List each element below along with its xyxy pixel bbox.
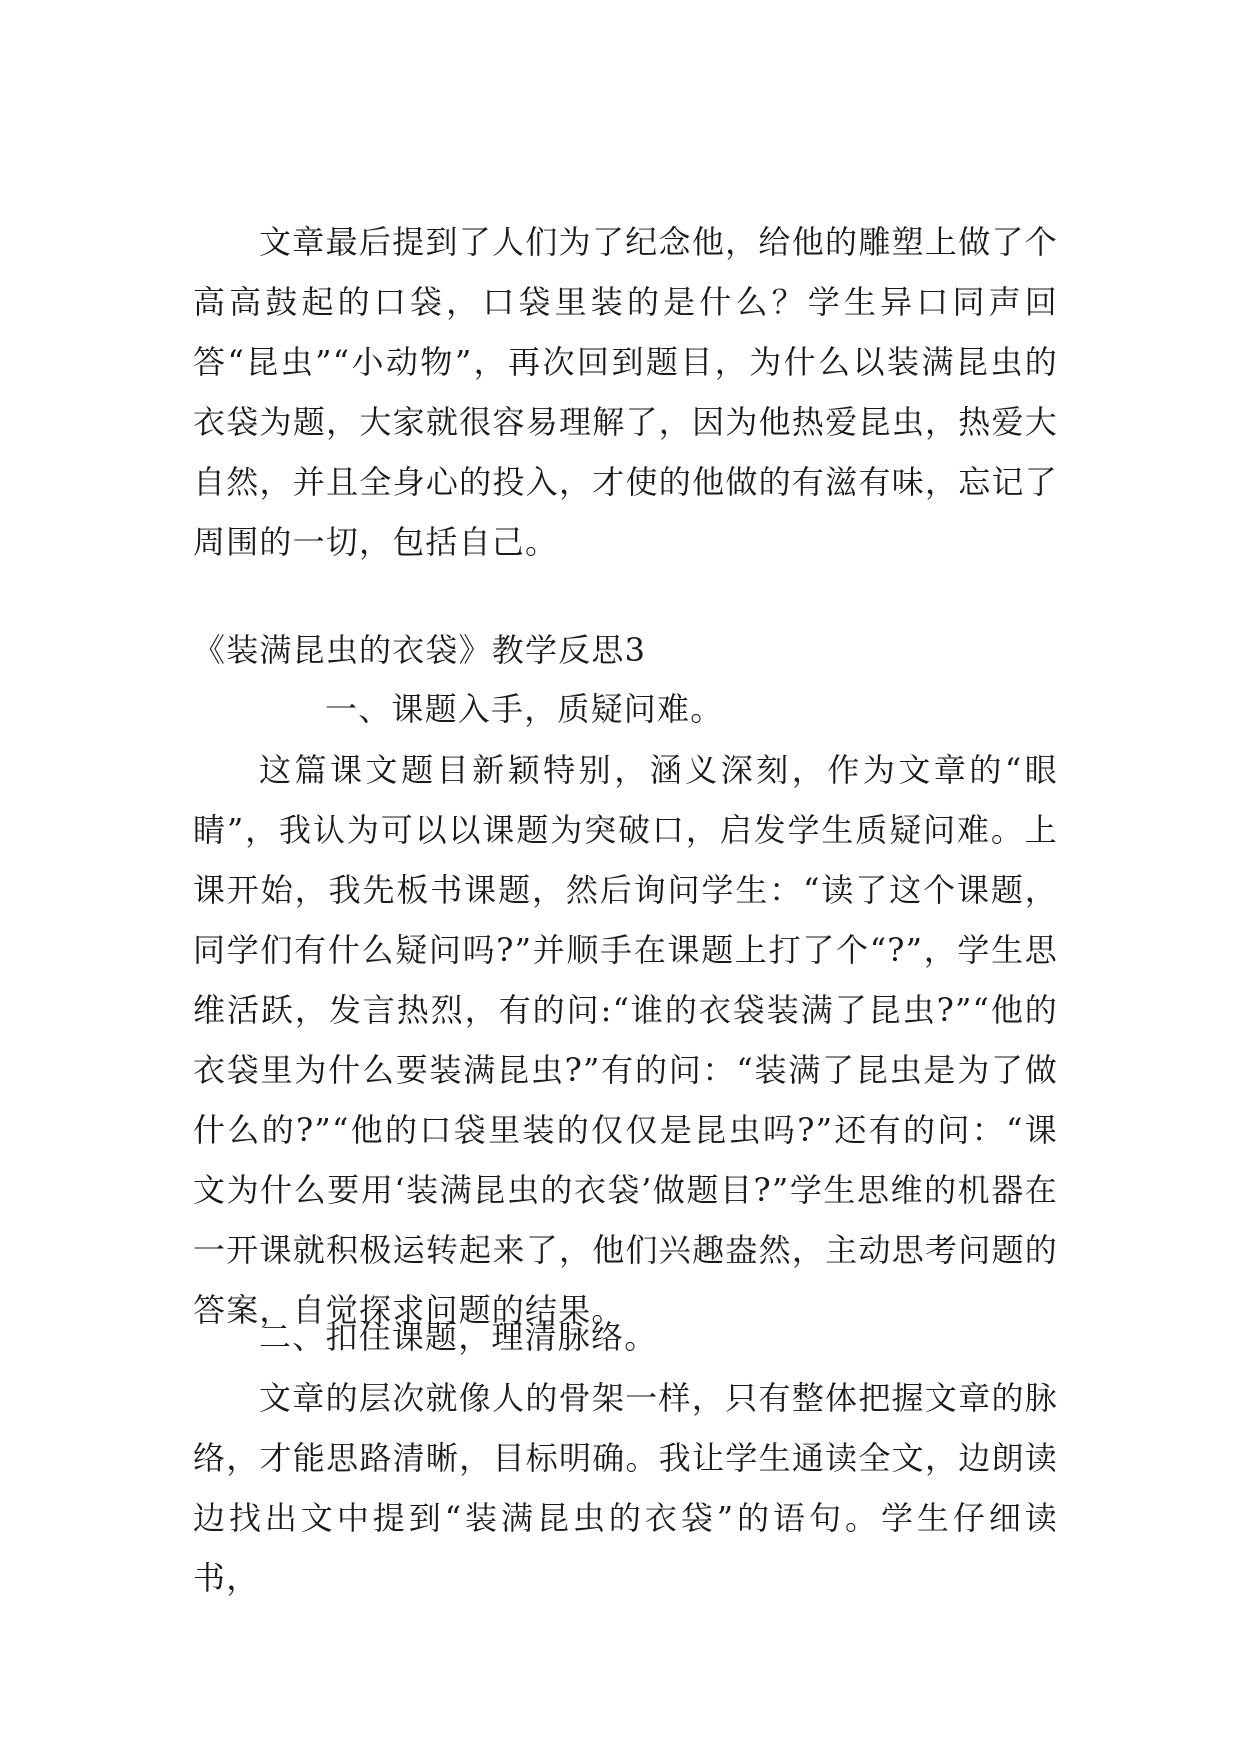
section-heading-2: 二、扣住课题，理清脉络。 [259,1318,658,1356]
body-paragraph-2: 文章的层次就像人的骨架一样，只有整体把握文章的脉络，才能思路清晰，目标明确。我让学生通读全文，边朗读边找出文中提到“装满昆虫的衣袋”的语句。学生仔细读书， [193,1379,1058,1597]
intro-paragraph: 文章最后提到了人们为了纪念他，给他的雕塑上做了个高高鼓起的口袋，口袋里装的是什么？学生异口同声回答“昆虫”“小动物”，再次回到题目，为什么以装满昆虫的衣袋为题，大家就很容易理解了，因为他热爱昆虫，热爱大自然，并且全身心的投入，才使的他做的有滋有味，忘记了周围的一切，包括自己。 [193,223,1058,561]
section-title: 《装满昆虫的衣袋》教学反思3 [193,631,647,669]
section-heading-1: 一、课题入手，质疑问难。 [325,690,724,728]
body-paragraph-1: 这篇课文题目新颖特别，涵义深刻，作为文章的“眼睛”，我认为可以以课题为突破口，启发学生质疑问难。上课开始，我先板书课题，然后询问学生：“读了这个课题，同学们有什么疑问吗?”并顺手在课题上打了个“?”，学生思维活跃，发言热烈，有的问:“谁的衣袋装满了昆虫?”“他的衣袋里为什么要装满昆虫?”有的问：“装满了昆虫是为了做什么的?”“他的口袋里装的仅仅是昆虫吗?”还有的问：“课文为什么要用‘装满昆虫的衣袋’做题目?”学生思维的机器在一开课就积极运转起来了，他们兴趣盎然，主动思考问题的答案，自觉探求问题的结果。 [193,751,1058,1329]
